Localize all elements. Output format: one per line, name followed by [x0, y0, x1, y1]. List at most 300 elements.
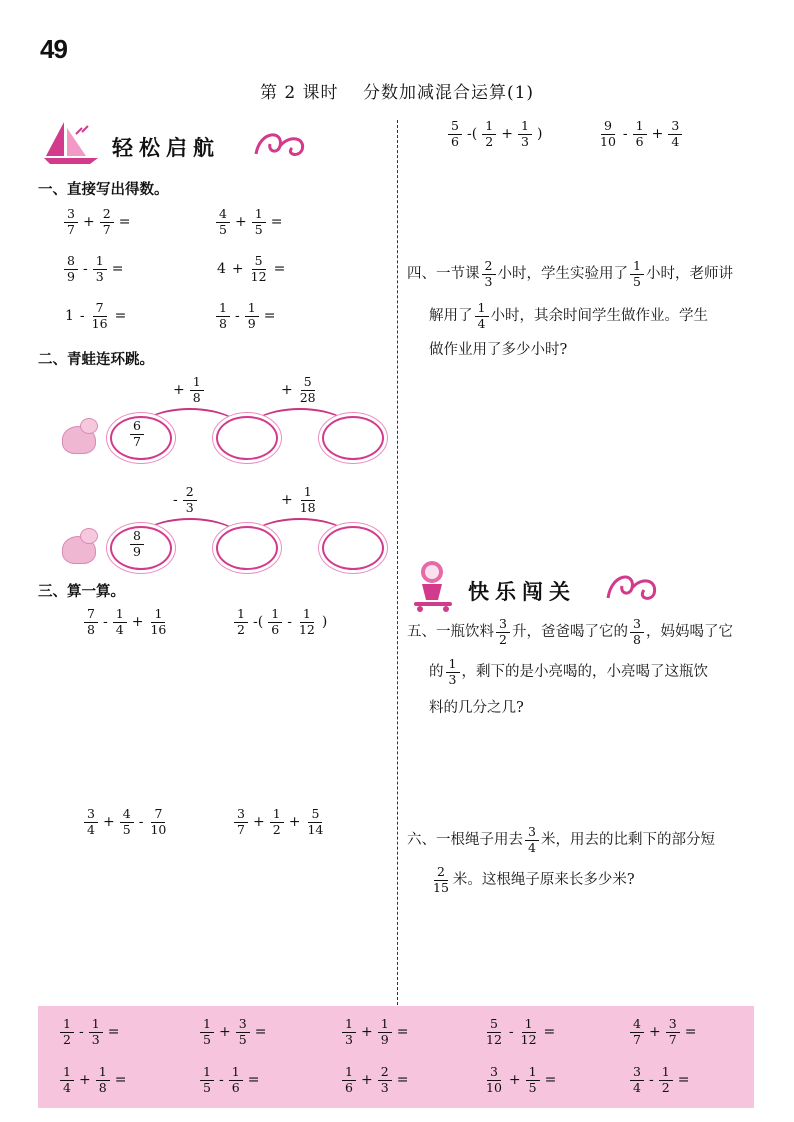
problem-text: 米。这根绳子原来长多少米? — [452, 872, 635, 888]
numerator: 8 — [64, 255, 78, 270]
fraction — [120, 808, 134, 836]
denominator: 3 — [95, 268, 104, 284]
bubble-answer[interactable] — [322, 416, 384, 460]
problem-4-line-3 — [407, 336, 567, 364]
numerator: 5 — [308, 808, 322, 823]
operator: - — [138, 814, 144, 830]
operator: + — [131, 614, 144, 630]
fraction — [249, 255, 269, 283]
denominator: 9 — [67, 268, 75, 284]
operator: ) — [536, 126, 543, 142]
denominator: 2 — [237, 621, 245, 637]
numerator: 3 — [525, 826, 539, 841]
fraction — [93, 255, 107, 283]
operator: - — [219, 1072, 224, 1088]
denominator: 6 — [345, 1079, 353, 1095]
numerator: 8 — [130, 530, 144, 545]
operator: = — [677, 1072, 690, 1088]
fraction — [84, 608, 98, 636]
operator: - — [508, 1024, 514, 1040]
numerator: 1 — [475, 302, 489, 317]
problem-text: 小时，学生实验用了 — [497, 266, 628, 282]
fraction — [268, 608, 282, 636]
denominator: 10 — [150, 821, 167, 837]
fraction — [234, 608, 248, 636]
swirl-ornament-icon — [250, 124, 310, 164]
operator: + — [651, 126, 664, 142]
operator: + — [501, 126, 513, 142]
denominator: 2 — [272, 821, 281, 837]
operator: + — [361, 1072, 373, 1088]
numerator: 1 — [113, 608, 127, 623]
operator: + — [103, 814, 115, 830]
operator: = — [107, 1024, 120, 1040]
denominator: 8 — [192, 389, 201, 405]
denominator: 2 — [499, 631, 507, 647]
denominator: 3 — [380, 1079, 389, 1095]
frog2-op2 — [278, 486, 320, 514]
numerator: 3 — [496, 618, 510, 633]
denominator: 5 — [122, 821, 131, 837]
denominator: 2 — [63, 1031, 71, 1047]
denominator: 4 — [633, 1079, 641, 1095]
operator: + — [508, 1072, 521, 1088]
fraction — [526, 1066, 540, 1094]
operator: - — [173, 492, 178, 508]
banner-title-right: 快乐闯关 — [468, 579, 576, 604]
section-3-heading: 三、算一算。 — [38, 583, 125, 600]
operator: = — [684, 1024, 697, 1040]
denominator: 9 — [247, 315, 256, 331]
numerator: 1 — [270, 808, 284, 823]
operator: - — [622, 126, 628, 142]
denominator: 5 — [633, 273, 641, 289]
fraction — [496, 618, 510, 646]
numerator: 1 — [300, 608, 314, 623]
fraction — [598, 120, 618, 148]
problem-text: 小时，其余时间学生做作业。学生 — [490, 308, 708, 324]
numerator: 6 — [130, 420, 144, 435]
numerator: 1 — [245, 302, 259, 317]
denominator: 3 — [91, 1031, 100, 1047]
fraction — [446, 658, 460, 686]
operator: = — [543, 1024, 556, 1040]
operator: + — [231, 261, 244, 277]
operator: ) — [321, 614, 328, 630]
bubble-start — [110, 416, 172, 460]
problem-text: 五、一瓶饮料 — [407, 624, 494, 640]
numerator: 1 — [93, 255, 107, 270]
fraction — [183, 486, 197, 514]
operator: 1 — [65, 308, 74, 324]
operator: - — [649, 1072, 654, 1088]
operator: = — [544, 1072, 557, 1088]
numerator: 5 — [301, 376, 315, 391]
frog2-start-value — [128, 530, 146, 558]
denominator: 7 — [102, 221, 111, 237]
fraction — [378, 1066, 392, 1094]
operator: 4 — [217, 261, 226, 277]
denominator: 12 — [298, 621, 315, 637]
denominator: 5 — [254, 221, 263, 237]
operator: -( — [467, 126, 478, 142]
fraction — [130, 530, 144, 558]
numerator: 3 — [234, 808, 248, 823]
fraction — [630, 618, 644, 646]
numerator: 1 — [234, 608, 248, 623]
numerator: 1 — [518, 120, 532, 135]
operator: + — [288, 814, 301, 830]
fraction — [298, 376, 318, 404]
bubble-start — [110, 526, 172, 570]
denominator: 3 — [520, 133, 529, 149]
denominator: 5 — [203, 1031, 211, 1047]
numerator: 5 — [487, 1018, 501, 1033]
denominator: 7 — [67, 221, 75, 237]
frog-head-icon — [80, 418, 98, 434]
problem-text: 六、一根绳子用去 — [407, 832, 523, 848]
numerator: 3 — [630, 1066, 644, 1081]
bottom-expr-3 — [340, 1018, 411, 1046]
fraction — [305, 808, 325, 836]
operator: + — [649, 1024, 661, 1040]
denominator: 18 — [299, 499, 316, 515]
fraction — [298, 486, 318, 514]
problem-text: 米，用去的比剩下的部分短 — [541, 832, 715, 848]
operator: = — [263, 308, 276, 324]
bubble-answer[interactable] — [216, 416, 278, 460]
denominator: 9 — [380, 1031, 389, 1047]
denominator: 2 — [661, 1079, 670, 1095]
lesson-title: 第 2 课时 分数加减混合运算(1) — [259, 83, 535, 103]
fraction — [90, 302, 110, 330]
problem-6 — [407, 826, 757, 894]
denominator: 12 — [250, 268, 267, 284]
operator: = — [114, 308, 127, 324]
numerator: 5 — [252, 255, 266, 270]
numerator: 1 — [96, 1066, 110, 1081]
s1-expr-4 — [214, 255, 288, 283]
fraction — [342, 1018, 356, 1046]
numerator: 1 — [342, 1018, 356, 1033]
operator: - — [79, 308, 85, 324]
section-2-heading: 二、青蛙连环跳。 — [38, 351, 154, 368]
denominator: 4 — [63, 1079, 71, 1095]
s3-expr-3 — [82, 808, 170, 836]
operator: = — [273, 261, 286, 277]
denominator: 6 — [451, 133, 459, 149]
fraction — [200, 1018, 214, 1046]
fraction — [89, 1018, 103, 1046]
column-divider — [397, 120, 398, 1005]
banner-kuaile — [404, 562, 674, 608]
numerator: 3 — [630, 618, 644, 633]
numerator: 9 — [601, 120, 615, 135]
fraction — [190, 376, 204, 404]
denominator: 10 — [486, 1079, 502, 1095]
numerator: 2 — [183, 486, 197, 501]
bottom-expr-9 — [482, 1066, 559, 1094]
fraction — [475, 302, 489, 330]
operator: + — [361, 1024, 373, 1040]
bottom-expr-7 — [198, 1066, 262, 1094]
s3-expr-1 — [82, 608, 170, 636]
operator: + — [219, 1024, 231, 1040]
s1-expr-2 — [214, 208, 285, 236]
fraction — [60, 1066, 74, 1094]
denominator: 4 — [671, 133, 680, 149]
denominator: 10 — [600, 133, 616, 149]
fraction — [630, 1018, 644, 1046]
numerator: 3 — [84, 808, 98, 823]
operator: = — [396, 1024, 409, 1040]
numerator: 2 — [434, 866, 448, 881]
operator: + — [83, 214, 95, 230]
s3-expr-2 — [232, 608, 330, 636]
s3-expr-5 — [446, 120, 545, 148]
fraction — [659, 1066, 673, 1094]
frog-chain-1 — [40, 372, 390, 472]
banner-qingsong — [36, 118, 306, 164]
scalloped-edge — [38, 1000, 754, 1008]
numerator: 1 — [60, 1066, 74, 1081]
operator: - — [83, 261, 88, 277]
s1-expr-6 — [214, 302, 278, 330]
fraction — [484, 1018, 504, 1046]
operator: + — [281, 492, 293, 508]
fraction — [431, 866, 451, 894]
fraction — [100, 208, 114, 236]
denominator: 6 — [635, 133, 644, 149]
problem-text: 小时，老师讲 — [646, 266, 733, 282]
denominator: 9 — [133, 543, 141, 559]
frog-chain-2 — [40, 482, 390, 582]
numerator: 1 — [200, 1018, 214, 1033]
operator: - — [235, 308, 240, 324]
problem-text: 解用了 — [429, 308, 473, 324]
problem-5 — [407, 618, 757, 722]
operator: + — [253, 814, 265, 830]
frog1-op2 — [278, 376, 320, 404]
page-number: 49 — [40, 34, 67, 64]
problem-5-line-3 — [407, 694, 524, 722]
denominator: 5 — [203, 1079, 211, 1095]
fraction — [482, 260, 496, 288]
fraction — [60, 1018, 74, 1046]
numerator: 2 — [100, 208, 114, 223]
operator: = — [111, 261, 124, 277]
problem-text: ，剩下的是小亮喝的，小亮喝了这瓶饮 — [461, 664, 708, 680]
s3-expr-6 — [596, 120, 684, 148]
fraction — [252, 208, 266, 236]
numerator: 2 — [482, 260, 496, 275]
bottom-expr-4 — [482, 1018, 558, 1046]
fraction — [666, 1018, 680, 1046]
denominator: 14 — [307, 821, 324, 837]
numerator: 1 — [60, 1018, 74, 1033]
numerator: 1 — [151, 608, 165, 623]
s1-expr-1 — [62, 208, 133, 236]
banner-title-left: 轻松启航 — [112, 135, 220, 160]
denominator: 5 — [238, 1031, 247, 1047]
problem-text: ，妈妈喝了它 — [646, 624, 733, 640]
fraction — [148, 808, 168, 836]
operator: + — [173, 382, 185, 398]
numerator: 1 — [216, 302, 230, 317]
swirl-ornament-icon — [602, 566, 662, 608]
denominator: 8 — [633, 631, 641, 647]
numerator: 4 — [120, 808, 134, 823]
fraction — [668, 120, 682, 148]
bottom-expr-8 — [340, 1066, 411, 1094]
numerator: 1 — [252, 208, 266, 223]
frog1-op1 — [170, 376, 206, 404]
denominator: 3 — [185, 499, 194, 515]
numerator: 3 — [487, 1066, 501, 1081]
bottom-expr-6 — [58, 1066, 129, 1094]
bottom-expr-5 — [628, 1018, 699, 1046]
problem-4-line-1 — [407, 260, 733, 288]
numerator: 1 — [200, 1066, 214, 1081]
fraction — [229, 1066, 243, 1094]
operator: = — [118, 214, 131, 230]
fraction — [633, 120, 647, 148]
denominator: 7 — [237, 821, 245, 837]
problem-4 — [407, 260, 757, 364]
numerator: 7 — [93, 302, 107, 317]
bottom-expr-10 — [628, 1066, 692, 1094]
fraction — [484, 1066, 504, 1094]
operator: + — [79, 1072, 91, 1088]
s1-expr-3 — [62, 255, 126, 283]
operator: - — [287, 614, 292, 630]
kid-on-skateboard-icon — [408, 558, 458, 612]
operator: -( — [253, 614, 264, 630]
denominator: 12 — [520, 1031, 537, 1047]
bubble-answer[interactable] — [216, 526, 278, 570]
problem-text: 四、一节课 — [407, 266, 480, 282]
fraction — [519, 1018, 539, 1046]
numerator: 1 — [268, 608, 282, 623]
fraction — [148, 608, 168, 636]
denominator: 8 — [219, 315, 227, 331]
fraction — [297, 608, 317, 636]
numerator: 5 — [448, 120, 462, 135]
operator: + — [235, 214, 247, 230]
fraction — [64, 255, 78, 283]
denominator: 16 — [91, 315, 108, 331]
numerator: 1 — [89, 1018, 103, 1033]
denominator: 5 — [219, 221, 227, 237]
fraction — [482, 120, 496, 148]
denominator: 3 — [484, 273, 493, 289]
frog1-start-value — [128, 420, 146, 448]
numerator: 3 — [668, 120, 682, 135]
fraction — [630, 260, 644, 288]
numerator: 4 — [216, 208, 230, 223]
denominator: 3 — [345, 1031, 353, 1047]
numerator: 7 — [151, 808, 165, 823]
numerator: 1 — [659, 1066, 673, 1081]
fraction — [216, 208, 230, 236]
numerator: 1 — [482, 120, 496, 135]
denominator: 6 — [271, 621, 280, 637]
numerator: 1 — [522, 1018, 536, 1033]
numerator: 4 — [630, 1018, 644, 1033]
fraction — [216, 302, 230, 330]
fraction — [96, 1066, 110, 1094]
fraction — [448, 120, 462, 148]
fraction — [518, 120, 532, 148]
denominator: 7 — [133, 433, 141, 449]
fraction — [378, 1018, 392, 1046]
numerator: 7 — [84, 608, 98, 623]
fraction — [113, 608, 127, 636]
fraction — [234, 808, 248, 836]
operator: = — [270, 214, 283, 230]
numerator: 1 — [630, 260, 644, 275]
numerator: 1 — [633, 120, 647, 135]
fraction — [630, 1066, 644, 1094]
denominator: 16 — [150, 621, 167, 637]
denominator: 4 — [115, 621, 124, 637]
numerator: 1 — [526, 1066, 540, 1081]
sailboat-icon — [36, 118, 106, 164]
denominator: 8 — [87, 621, 95, 637]
numerator: 1 — [301, 486, 315, 501]
operator: + — [281, 382, 293, 398]
operator: = — [247, 1072, 260, 1088]
s3-expr-4 — [232, 808, 327, 836]
problem-5-line-1 — [407, 618, 733, 646]
fraction — [525, 826, 539, 854]
operator: = — [114, 1072, 127, 1088]
problem-4-line-2 — [407, 302, 708, 330]
denominator: 4 — [528, 839, 536, 855]
problem-text: 的 — [429, 664, 444, 680]
frog-head-icon — [80, 528, 98, 544]
denominator: 4 — [477, 315, 486, 331]
problem-text: 升，爸爸喝了它的 — [512, 624, 628, 640]
operator: - — [103, 614, 108, 630]
bottom-expr-2 — [198, 1018, 269, 1046]
frog2-op1 — [170, 486, 199, 514]
denominator: 6 — [231, 1079, 240, 1095]
numerator: 1 — [342, 1066, 356, 1081]
denominator: 8 — [98, 1079, 107, 1095]
numerator: 1 — [378, 1018, 392, 1033]
operator: = — [254, 1024, 267, 1040]
bottom-expr-1 — [58, 1018, 122, 1046]
fraction — [342, 1066, 356, 1094]
denominator: 4 — [87, 821, 95, 837]
numerator: 3 — [666, 1018, 680, 1033]
fraction — [200, 1066, 214, 1094]
bubble-answer[interactable] — [322, 526, 384, 570]
denominator: 7 — [633, 1031, 641, 1047]
problem-6-line-1 — [407, 826, 715, 854]
problem-6-line-2 — [407, 866, 635, 894]
numerator: 2 — [378, 1066, 392, 1081]
problem-text: 料的几分之几? — [429, 700, 524, 716]
operator: - — [79, 1024, 84, 1040]
fraction — [245, 302, 259, 330]
numerator: 1 — [190, 376, 204, 391]
denominator: 28 — [299, 389, 316, 405]
fraction — [236, 1018, 250, 1046]
operator: = — [396, 1072, 409, 1088]
section-1-heading: 一、直接写出得数。 — [38, 181, 169, 198]
